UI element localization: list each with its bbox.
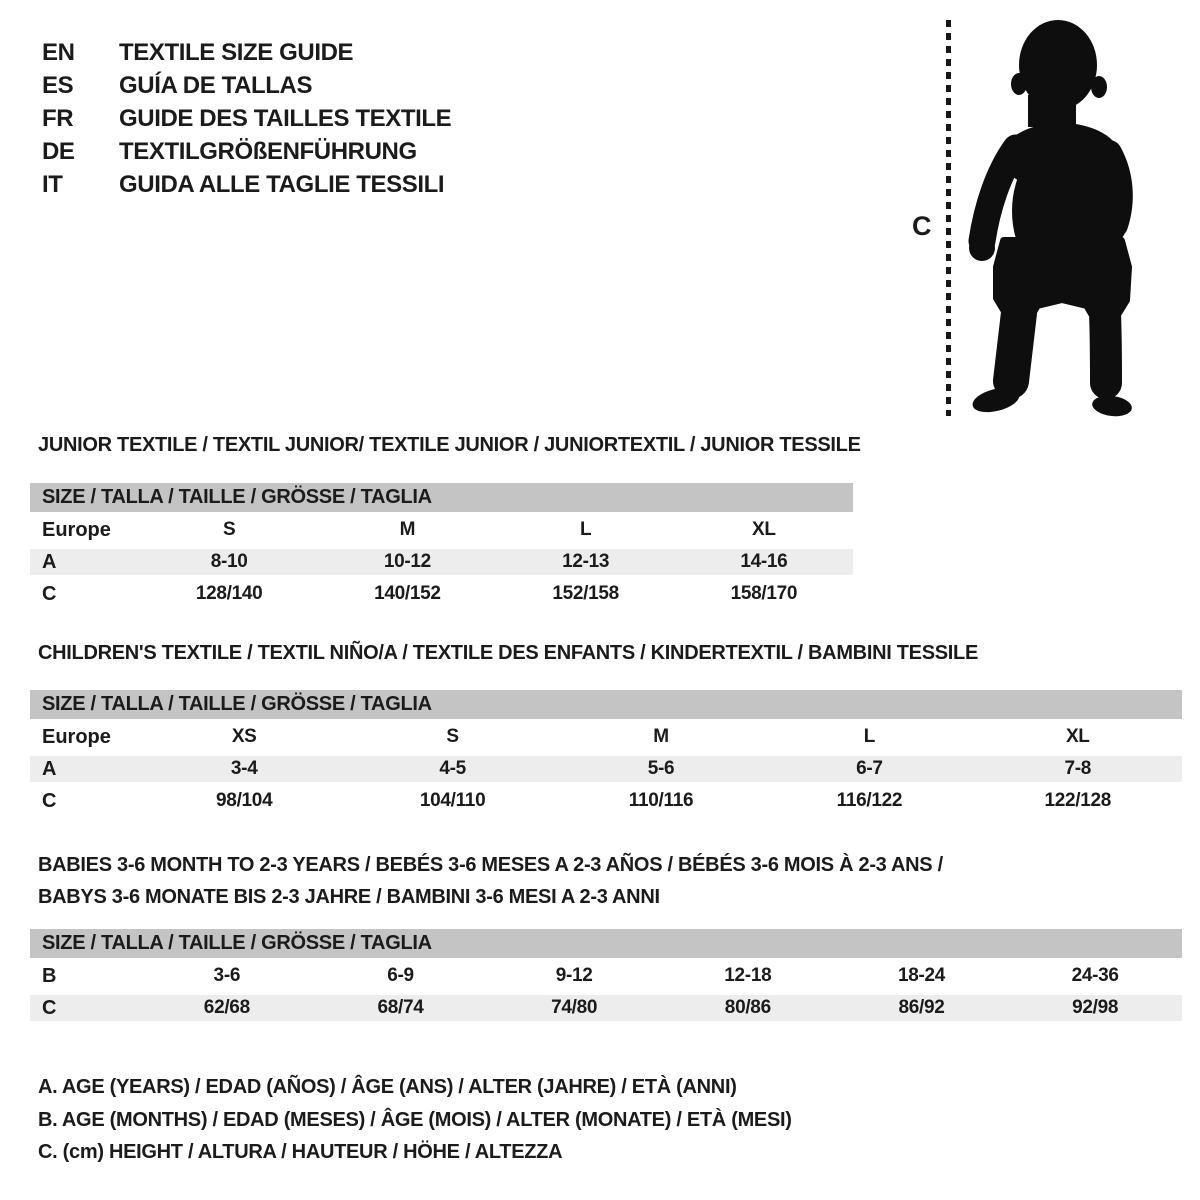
- section-heading-babies-line1: BABIES 3-6 MONTH TO 2-3 YEARS / BEBÉS 3-6 MESES A 2-3 AÑOS / BÉBÉS 3-6 MOIS À 2-3 ANS /: [38, 854, 943, 876]
- row-value: 104/110: [419, 790, 486, 811]
- table-row-europe: [30, 514, 853, 546]
- table-row-a: [30, 753, 1182, 785]
- row-value: 3-4: [230, 758, 258, 779]
- row-value: 62/68: [203, 997, 250, 1018]
- row-value: 68/74: [377, 997, 424, 1018]
- row-label: Europe: [42, 725, 111, 748]
- row-value: 12-18: [724, 965, 772, 986]
- toddler-silhouette-icon: [966, 15, 1142, 420]
- row-value: XL: [1065, 726, 1090, 747]
- size-table-header: SIZE / TALLA / TAILLE / GRÖSSE / TAGLIA: [30, 483, 853, 512]
- measurement-legend: [38, 1071, 792, 1169]
- row-value: L: [579, 519, 592, 540]
- height-measure-dashed-line: [946, 20, 951, 416]
- row-label: B: [42, 964, 57, 987]
- language-title: TEXTILGRÖßENFÜHRUNG: [119, 137, 417, 165]
- language-row: [42, 102, 451, 135]
- section-heading-children: CHILDREN'S TEXTILE / TEXTIL NIÑO/A / TEXTILE DES ENFANTS / KINDERTEXTIL / BAMBINI TESSILE: [38, 642, 978, 664]
- language-code: EN: [42, 38, 75, 66]
- language-code: FR: [42, 104, 74, 132]
- size-table-rows: [30, 514, 853, 610]
- row-value: 158/170: [730, 583, 798, 604]
- row-value: 9-12: [555, 965, 593, 986]
- row-value: M: [399, 519, 416, 540]
- row-value: M: [653, 726, 669, 747]
- size-table-junior: [30, 483, 853, 610]
- size-table-rows: [30, 960, 1182, 1024]
- row-label: Europe: [42, 518, 111, 541]
- row-value: 10-12: [383, 551, 431, 572]
- language-row: [42, 168, 451, 201]
- row-value: 7-8: [1064, 758, 1092, 779]
- table-row-europe: [30, 721, 1182, 753]
- language-code: DE: [42, 137, 75, 165]
- table-row-c: [30, 992, 1182, 1024]
- table-row-a: [30, 546, 853, 578]
- row-value: 8-10: [210, 551, 248, 572]
- table-row-c: [30, 785, 1182, 817]
- row-value: 152/158: [552, 583, 619, 604]
- language-title-list: [42, 36, 451, 201]
- row-value: XL: [752, 519, 776, 540]
- row-value: 86/92: [898, 997, 945, 1018]
- row-value: 110/116: [628, 790, 694, 811]
- row-value: L: [863, 726, 876, 747]
- row-value: 5-6: [647, 758, 675, 779]
- size-table-header: SIZE / TALLA / TAILLE / GRÖSSE / TAGLIA: [30, 690, 1182, 719]
- row-value: 4-5: [439, 758, 466, 779]
- language-row: [42, 69, 451, 102]
- size-table-header: SIZE / TALLA / TAILLE / GRÖSSE / TAGLIA: [30, 929, 1182, 958]
- legend-line-a: A. AGE (YEARS) / EDAD (AÑOS) / ÂGE (ANS) / ALTER (JAHRE) / ETÀ (ANNI): [38, 1076, 737, 1098]
- language-code: IT: [42, 170, 63, 198]
- row-value: 122/128: [1044, 790, 1112, 811]
- language-code: ES: [42, 71, 74, 99]
- height-measure-label: C: [912, 211, 932, 241]
- language-title: GUIDA ALLE TAGLIE TESSILI: [119, 170, 445, 198]
- row-value: 98/104: [216, 790, 273, 811]
- size-table-babies: [30, 929, 1182, 1024]
- size-table-rows: [30, 721, 1182, 817]
- row-label: A: [42, 757, 57, 780]
- row-value: 128/140: [195, 583, 263, 604]
- language-row: [42, 135, 451, 168]
- row-value: 24-36: [1071, 965, 1119, 986]
- row-value: 116/122: [836, 790, 903, 811]
- row-value: S: [446, 726, 459, 747]
- language-title: GUIDE DES TAILLES TEXTILE: [119, 104, 452, 132]
- section-heading-babies: [38, 849, 943, 913]
- row-label: C: [42, 582, 57, 605]
- row-value: 74/80: [551, 997, 598, 1018]
- section-heading-junior: JUNIOR TEXTILE / TEXTIL JUNIOR/ TEXTILE JUNIOR / JUNIORTEXTIL / JUNIOR TESSILE: [38, 434, 861, 456]
- row-value: 12-13: [562, 551, 610, 572]
- legend-line-c: C. (cm) HEIGHT / ALTURA / HAUTEUR / HÖHE / ALTEZZA: [38, 1141, 563, 1163]
- row-value: 18-24: [897, 965, 946, 986]
- row-label: C: [42, 996, 57, 1019]
- section-heading-babies-line2: BABYS 3-6 MONATE BIS 2-3 JAHRE / BAMBINI 3-6 MESI A 2-3 ANNI: [38, 886, 660, 908]
- language-title: GUÍA DE TALLAS: [119, 71, 313, 99]
- language-row: [42, 36, 451, 69]
- table-row-b: [30, 960, 1182, 992]
- language-title: TEXTILE SIZE GUIDE: [119, 38, 354, 66]
- row-value: 14-16: [740, 551, 788, 572]
- row-value: 140/152: [374, 583, 441, 604]
- row-value: 80/86: [724, 997, 771, 1018]
- row-value: 6-7: [856, 758, 883, 779]
- row-value: 6-9: [387, 965, 414, 986]
- row-value: 92/98: [1072, 997, 1119, 1018]
- row-value: 3-6: [213, 965, 241, 986]
- table-row-c: [30, 578, 853, 610]
- row-label: C: [42, 789, 57, 812]
- size-table-children: [30, 690, 1182, 817]
- row-label: A: [42, 550, 57, 573]
- row-value: S: [222, 519, 236, 540]
- legend-line-b: B. AGE (MONTHS) / EDAD (MESES) / ÂGE (MOIS) / ALTER (MONATE) / ETÀ (MESI): [38, 1108, 792, 1131]
- row-value: XS: [231, 726, 257, 747]
